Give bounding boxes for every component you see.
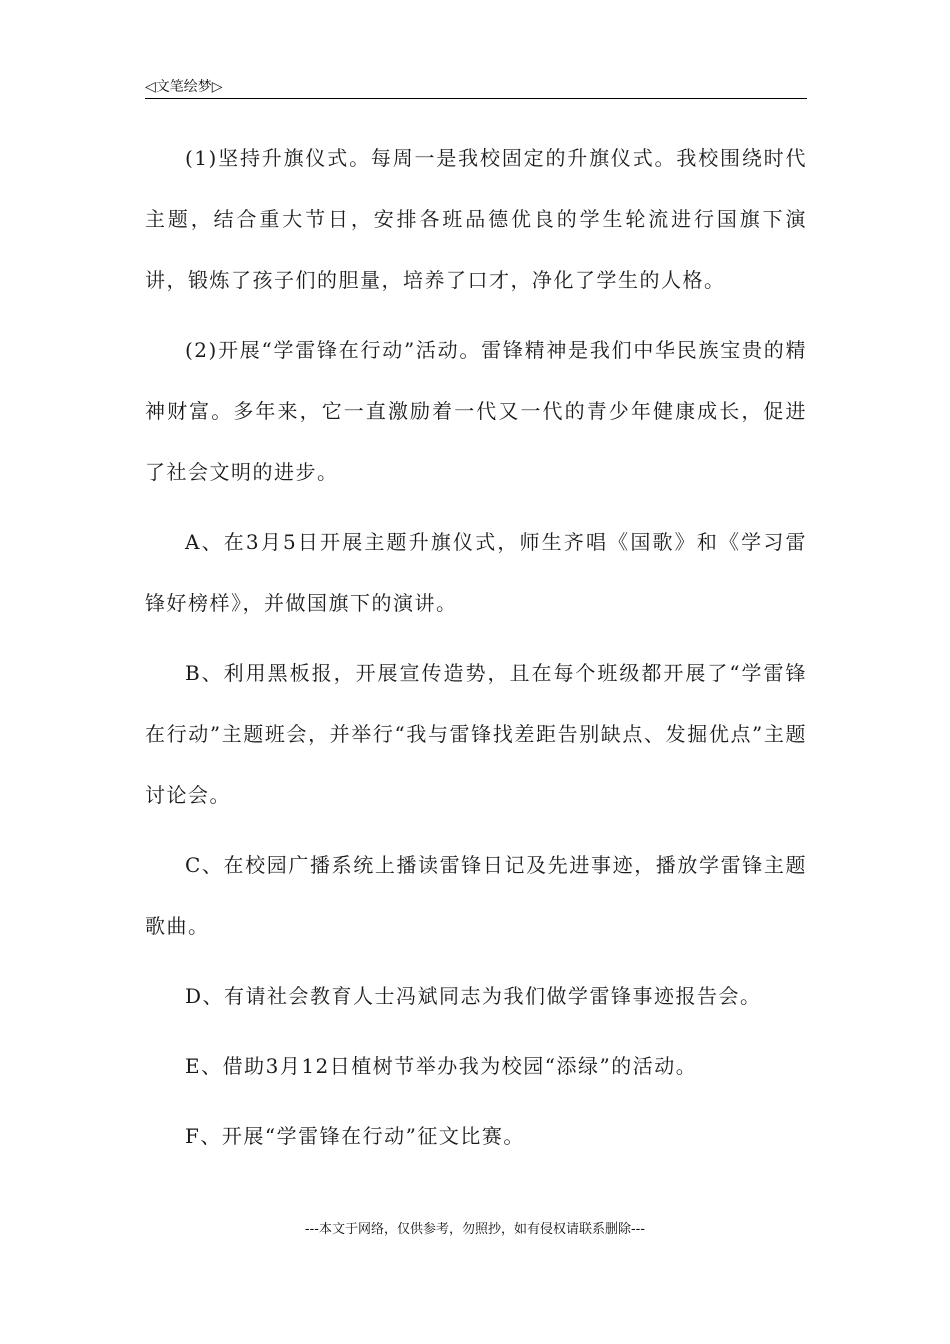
header-title: ◁文笔绘梦▷ — [145, 79, 223, 95]
page-header — [145, 72, 807, 99]
paragraph-item-e: E、借助3月12日植树节举办我为校园“添绿”的活动。 — [185, 1054, 698, 1078]
page-footer: ---本文于网络，仅供参考，勿照抄，如有侵权请联系删除--- — [304, 1222, 646, 1237]
paragraph-item-d: D、有请社会教育人士冯斌同志为我们做学雷锋事迹报告会。 — [185, 984, 762, 1008]
paragraph-item-f: F、开展“学雷锋在行动”征文比赛。 — [185, 1124, 525, 1148]
paragraph-item-c: C、在校园广播系统上播读雷锋日记及先进事迹，播放学雷锋主题歌曲。 — [145, 853, 807, 938]
paragraph-flag-ceremony: (1)坚持升旗仪式。每周一是我校固定的升旗仪式。我校围绕时代主题，结合重大节日，安排各班品德优良的学生轮流进行国旗下演讲，锻炼了孩子们的胆量，培养了口才，净化了学生的人格。 — [145, 146, 807, 292]
document-body — [145, 128, 807, 1176]
paragraph-item-a: A、在3月5日开展主题升旗仪式，师生齐唱《国歌》和《学习雷锋好榜样》，并做国旗下的演讲。 — [145, 530, 807, 615]
paragraph-lei-feng-activity: (2)开展“学雷锋在行动”活动。雷锋精神是我们中华民族宝贵的精神财富。多年来，它一直激励着一代又一代的青少年健康成长，促进了社会文明的进步。 — [145, 338, 807, 484]
paragraph-item-b: B、利用黑板报，开展宣传造势，且在每个班级都开展了“学雷锋在行动”主题班会，并举行“我与雷锋找差距告别缺点、发掘优点”主题讨论会。 — [145, 661, 807, 807]
